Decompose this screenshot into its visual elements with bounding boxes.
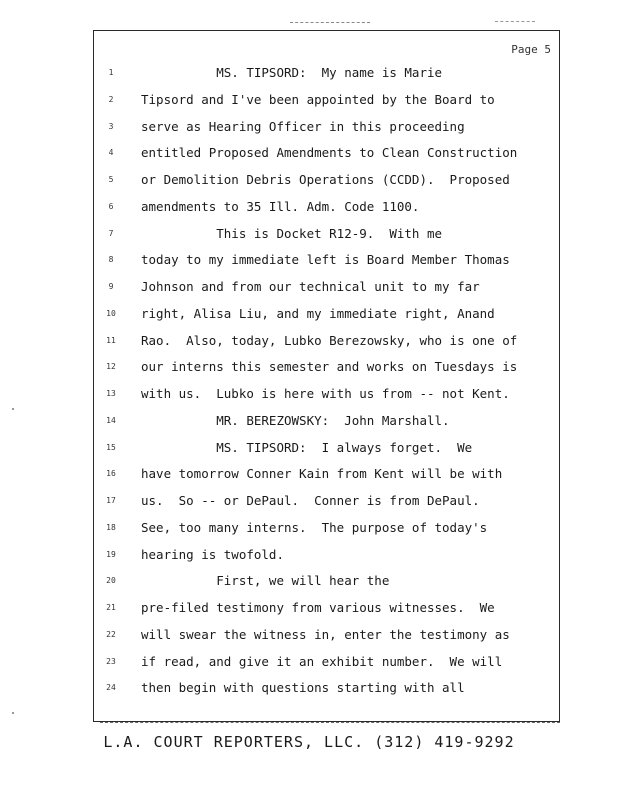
line-text: This is Docket R12-9. With me	[141, 225, 443, 241]
line-text: have tomorrow Conner Kain from Kent will be with	[141, 466, 503, 482]
line-number: 18	[106, 522, 116, 532]
line-text: amendments to 35 Ill. Adm. Code 1100.	[141, 198, 420, 214]
line-number: 2	[108, 94, 114, 104]
transcript-line	[94, 305, 559, 323]
transcript-line	[94, 385, 559, 403]
line-number: 3	[108, 121, 114, 131]
transcript-line	[94, 91, 559, 109]
line-number: 23	[106, 656, 116, 666]
scan-artifact-top-right	[495, 21, 535, 22]
line-text: Johnson and from our technical unit to my far	[141, 279, 480, 294]
transcript-line	[94, 653, 559, 671]
transcript-line	[94, 492, 559, 510]
transcript-line	[94, 118, 559, 136]
line-number: 9	[108, 282, 114, 291]
line-text: if read, and give it an exhibit number. We will	[141, 653, 503, 669]
transcript-line	[94, 439, 559, 457]
transcript-line	[94, 679, 559, 697]
scan-artifact-bottom	[100, 722, 560, 723]
transcript-line	[94, 278, 559, 296]
transcript-line	[94, 251, 559, 269]
transcript-line	[94, 626, 559, 644]
line-number: 12	[106, 362, 116, 372]
line-text: pre-filed testimony from various witnesses. We	[141, 600, 495, 615]
line-text: entitled Proposed Amendments to Clean Construction	[141, 145, 518, 161]
line-number: 13	[106, 389, 116, 398]
scan-speck	[12, 712, 14, 714]
line-number: 10	[106, 308, 116, 318]
page-number: Page 5	[511, 43, 551, 56]
line-text: hearing is twofold.	[141, 546, 284, 562]
transcript-line	[94, 572, 559, 590]
line-number: 14	[106, 415, 116, 425]
line-number: 4	[108, 148, 114, 158]
transcript-line	[94, 144, 559, 162]
line-text: today to my immediate left is Board Member Thomas	[141, 252, 510, 268]
transcript-page-frame	[93, 30, 560, 722]
line-text: then begin with questions starting with all	[141, 680, 465, 696]
transcript-line	[94, 412, 559, 430]
reporter-footer: L.A. COURT REPORTERS, LLC. (312) 419-9292	[103, 733, 515, 751]
line-number: 17	[106, 496, 116, 505]
scan-artifact-top	[290, 22, 370, 23]
line-text: Rao. Also, today, Lubko Berezowsky, who is one of	[141, 332, 518, 348]
line-text: See, too many interns. The purpose of today's	[141, 519, 488, 535]
transcript-line	[94, 519, 559, 537]
line-text: First, we will hear the	[141, 573, 390, 589]
line-number: 7	[108, 228, 114, 238]
line-number: 8	[108, 255, 114, 265]
line-number: 11	[106, 335, 116, 345]
line-text: Tipsord and I've been appointed by the Board to	[141, 91, 495, 107]
line-number: 24	[106, 683, 116, 693]
line-number: 20	[106, 576, 116, 586]
scan-speck	[12, 408, 14, 410]
transcript-line	[94, 599, 559, 617]
line-number: 19	[106, 549, 116, 559]
line-number: 5	[108, 175, 114, 184]
line-number: 22	[106, 629, 116, 639]
line-text: MS. TIPSORD: My name is Marie	[141, 65, 443, 80]
line-text: our interns this semester and works on Tuesdays is	[141, 359, 518, 375]
transcript-line	[94, 465, 559, 483]
line-text: MS. TIPSORD: I always forget. We	[141, 439, 473, 455]
line-text: will swear the witness in, enter the testimony as	[141, 626, 510, 642]
transcript-line	[94, 171, 559, 189]
line-text: right, Alisa Liu, and my immediate right, Anand	[141, 305, 495, 321]
line-number: 6	[108, 201, 114, 211]
transcript-line	[94, 64, 559, 82]
line-number: 21	[106, 603, 116, 612]
transcript-line	[94, 546, 559, 564]
line-text: or Demolition Debris Operations (CCDD). Proposed	[141, 172, 510, 187]
line-number: 16	[106, 469, 116, 479]
line-text: us. So -- or DePaul. Conner is from DePaul.	[141, 493, 480, 508]
transcript-line	[94, 198, 559, 216]
line-number: 1	[108, 68, 114, 77]
line-number: 15	[106, 442, 116, 452]
transcript-line	[94, 332, 559, 350]
transcript-line	[94, 358, 559, 376]
line-text: with us. Lubko is here with us from -- not Kent.	[141, 386, 510, 401]
line-text: MR. BEREZOWSKY: John Marshall.	[141, 412, 450, 428]
line-text: serve as Hearing Officer in this proceeding	[141, 118, 465, 134]
transcript-line	[94, 225, 559, 243]
